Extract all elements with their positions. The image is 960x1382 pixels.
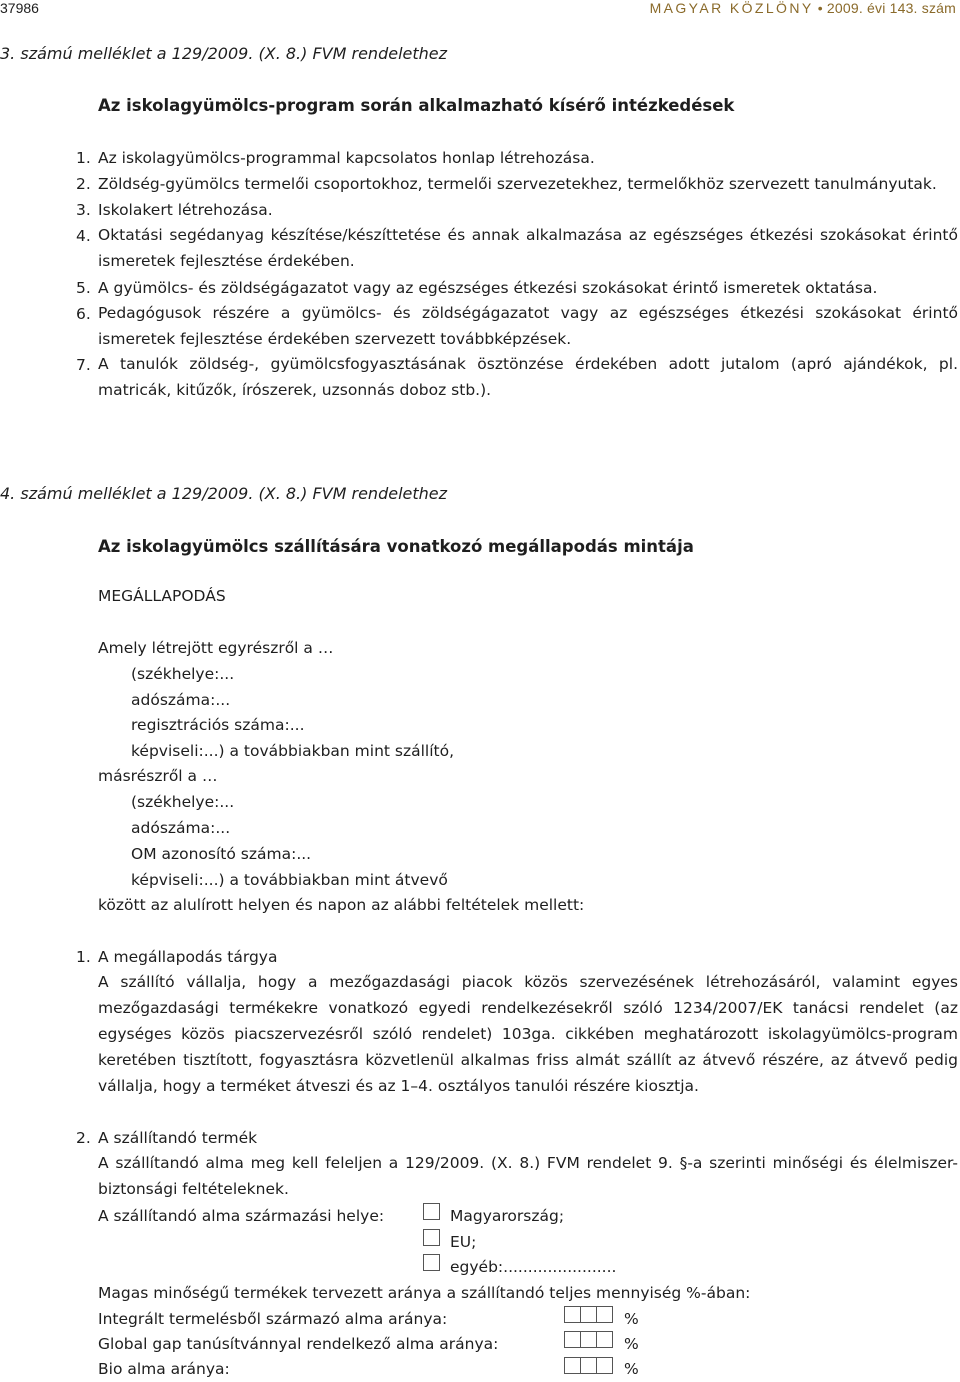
party1-line: (székhelye:...	[131, 665, 235, 683]
ratio-label-integrated: Integrált termelésből származó alma aránya:	[98, 1310, 448, 1328]
item-text: A tanulók zöldség-, gyümölcsfogyasztásának ösztönzése érdekében adott jutalom (apró ajándékok, pl. matricák, kitűzők, írószerek, uzsonnás doboz stb.).	[98, 355, 958, 399]
digit-box[interactable]	[564, 1331, 581, 1348]
party2-line: adószáma:...	[131, 819, 231, 837]
party1-intro: Amely létrejött egyrészről a …	[98, 639, 334, 657]
agreement-closing: között az alulírott helyen és napon az alábbi feltételek mellett:	[98, 896, 585, 914]
ratio-unit: %	[624, 1360, 639, 1378]
digit-box[interactable]	[596, 1306, 613, 1323]
digit-box[interactable]	[564, 1306, 581, 1323]
party1-line: adószáma:...	[131, 691, 231, 709]
annex3-reference: 3. számú melléklet a 129/2009. (X. 8.) FVM rendelethez	[0, 44, 448, 63]
item-text: Iskolakert létrehozása.	[98, 201, 273, 219]
ratio-label-bio: Bio alma aránya:	[98, 1360, 230, 1378]
ratio-input-globalgap[interactable]	[564, 1331, 613, 1348]
origin-option-eu: EU;	[450, 1233, 477, 1251]
party2-line: OM azonosító száma:...	[131, 845, 312, 863]
annex4-title: Az iskolagyümölcs szállítására vonatkozó megállapodás mintája	[98, 537, 694, 556]
item-number: 1.	[76, 149, 91, 167]
digit-box[interactable]	[596, 1357, 613, 1374]
digit-box[interactable]	[596, 1331, 613, 1348]
origin-checkbox-eu[interactable]	[423, 1229, 440, 1246]
ratio-unit: %	[624, 1310, 639, 1328]
party2-line: képviseli:...) a továbbiakban mint átvevő	[131, 871, 448, 889]
page-number: 37986	[0, 0, 39, 16]
ratio-unit: %	[624, 1335, 639, 1353]
section2-text: A szállítandó alma meg kell feleljen a 129/2009. (X. 8.) FVM rendelet 9. §-a szerinti minőségi és élelmiszer-biztonsági feltételeknek.	[98, 1154, 958, 1198]
ratio-label-globalgap: Global gap tanúsítvánnyal rendelkező alma aránya:	[98, 1335, 499, 1353]
agreement-heading: MEGÁLLAPODÁS	[98, 587, 226, 605]
digit-box[interactable]	[564, 1357, 581, 1374]
digit-box[interactable]	[580, 1357, 597, 1374]
origin-option-hungary: Magyarország;	[450, 1207, 565, 1225]
section1-text: A szállító vállalja, hogy a mezőgazdasági piacok közös szervezésének létrehozásáról, valamint egyes mezőgazdasági termékekre vonatkozó egyedi rendelkezésekről szóló 1234/2007/EK tanácsi rendelet (az egységes közös piacszervezésről szóló rendelet) 103ga. cikkében meghatározott iskolagyümölcs-program keretében tisztított, fogyasztásra közvetlenül alkalmas friss almát szállít az átvevő részére, az átvevő pedig vállalja, hogy a terméket átveszi és az 1–4. osztályos tanulói részére kiosztja.	[98, 973, 958, 1095]
section1-title: A megállapodás tárgya	[98, 948, 278, 966]
origin-checkbox-other[interactable]	[423, 1254, 440, 1271]
journal-header	[650, 0, 956, 16]
party2-intro: másrészről a …	[98, 767, 218, 785]
item-number: 6.	[76, 305, 91, 323]
origin-label: A szállítandó alma származási helye:	[98, 1207, 385, 1225]
issue-number: 2009. évi 143. szám	[826, 0, 956, 16]
journal-name: MAGYAR KÖZLÖNY	[649, 0, 814, 16]
section2-title: A szállítandó termék	[98, 1129, 258, 1147]
item-text: Zöldség-gyümölcs termelői csoportokhoz, termelői szervezetekhez, termelőkhöz szervezett tanulmányutak.	[98, 175, 937, 193]
item-text: Oktatási segédanyag készítése/készíttetése és annak alkalmazása az egészséges étkezési szokásokat érintő ismeretek fejlesztése érdekében.	[98, 226, 958, 270]
item-number: 4.	[76, 227, 91, 245]
digit-box[interactable]	[580, 1306, 597, 1323]
ratio-input-bio[interactable]	[564, 1357, 613, 1374]
item-text: Az iskolagyümölcs-programmal kapcsolatos honlap létrehozása.	[98, 149, 595, 167]
item-text: Pedagógusok részére a gyümölcs- és zöldségágazatot vagy az egészséges étkezési szokásokat érintő ismeretek fejlesztése érdekében szervezett továbbképzések.	[98, 304, 958, 348]
annex4-reference: 4. számú melléklet a 129/2009. (X. 8.) FVM rendelethez	[0, 484, 448, 503]
party2-line: (székhelye:...	[131, 793, 235, 811]
digit-box[interactable]	[580, 1331, 597, 1348]
item-number: 3.	[76, 201, 91, 219]
party1-line: regisztrációs száma:...	[131, 716, 305, 734]
section2-number: 2.	[76, 1129, 91, 1147]
annex3-title: Az iskolagyümölcs-program során alkalmazható kísérő intézkedések	[98, 96, 735, 115]
item-text: A gyümölcs- és zöldségágazatot vagy az egészséges étkezési szokásokat érintő ismeretek oktatása.	[98, 279, 878, 297]
party1-line: képviseli:...) a továbbiakban mint szállító,	[131, 742, 455, 760]
section1-number: 1.	[76, 948, 91, 966]
origin-checkbox-hungary[interactable]	[423, 1203, 440, 1220]
item-number: 5.	[76, 279, 91, 297]
ratio-input-integrated[interactable]	[564, 1306, 613, 1323]
bullet: •	[817, 0, 823, 16]
item-number: 2.	[76, 175, 91, 193]
origin-option-other: egyéb:.......................	[450, 1258, 617, 1276]
quality-intro: Magas minőségű termékek tervezett aránya a szállítandó teljes mennyiség %-ában:	[98, 1284, 751, 1302]
item-number: 7.	[76, 356, 91, 374]
